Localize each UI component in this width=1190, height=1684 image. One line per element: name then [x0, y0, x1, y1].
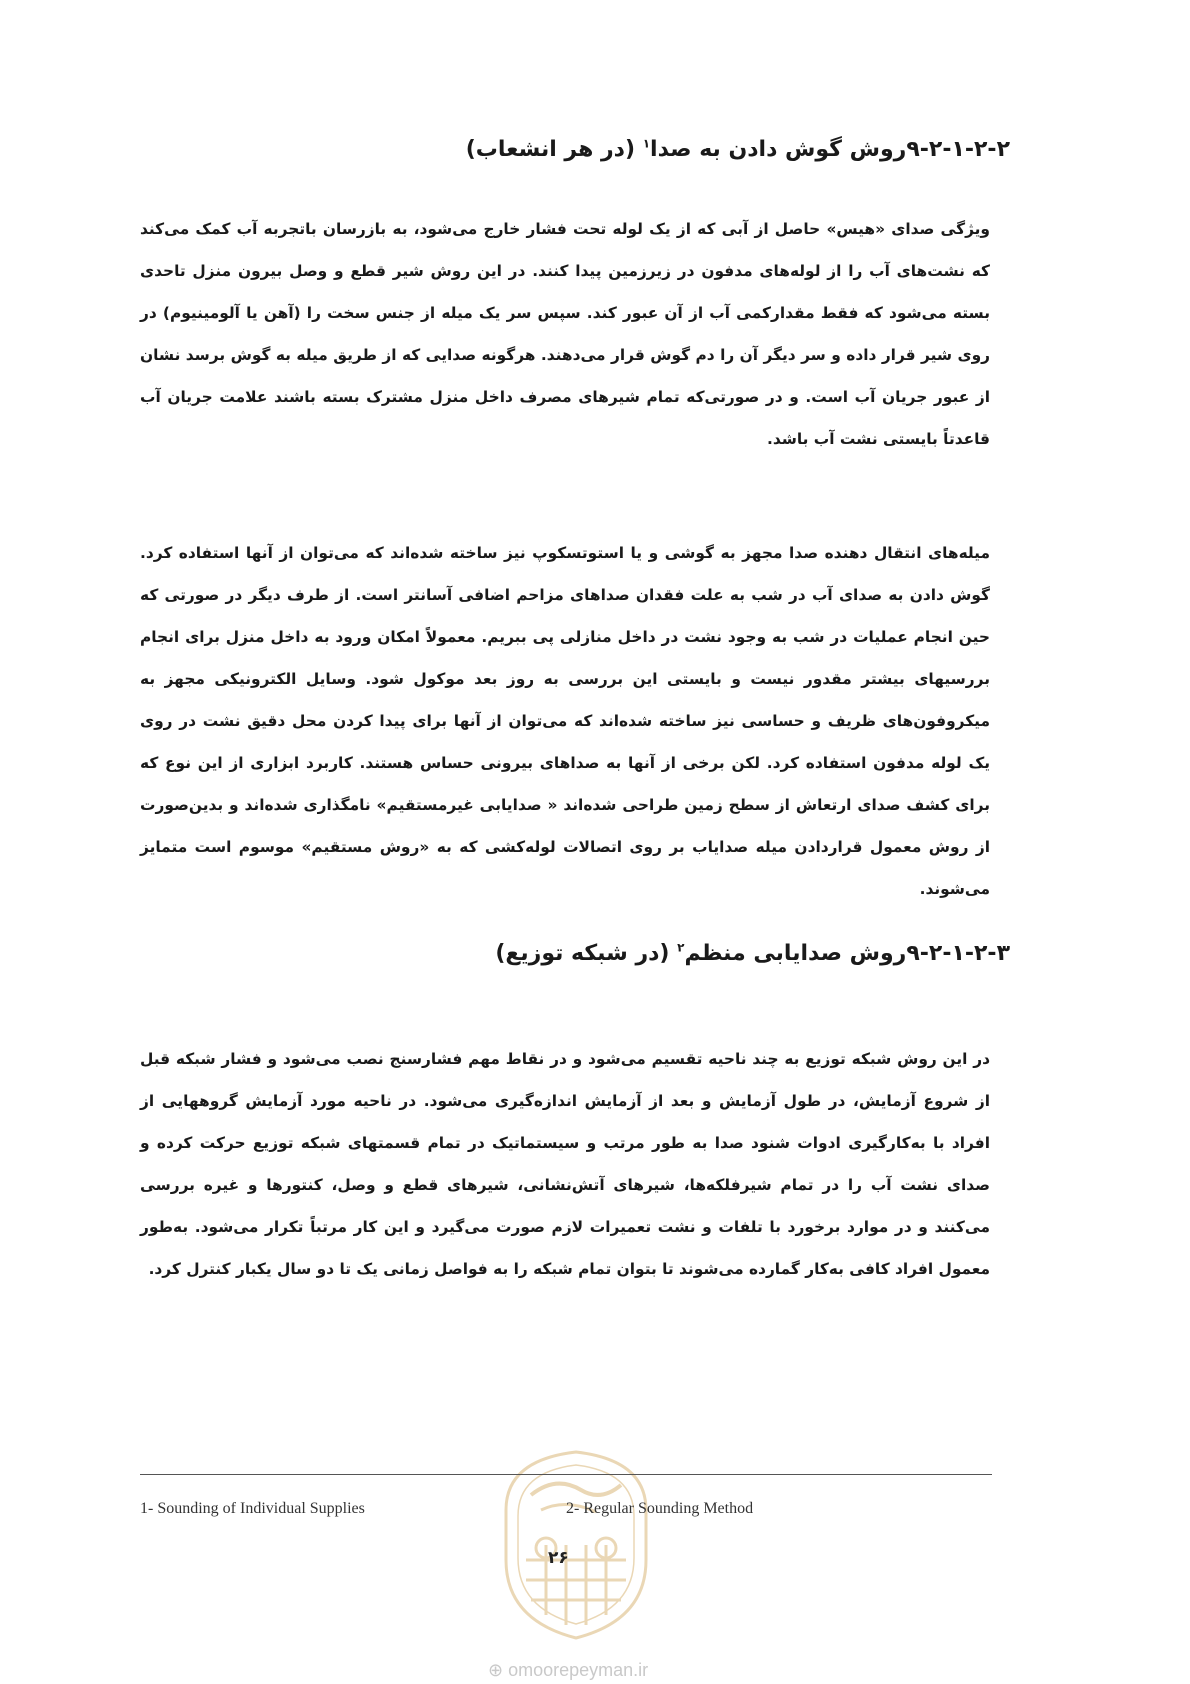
paragraph-1: ویژگی صدای «هیس» حاصل از آبی که از یک لوله تحت فشار خارج می‌شود، به بازرسان باتجربه آب کمک می‌کند که نشت‌های آب را از لوله‌های مدفون در زیرزمین پیدا کنند. در این روش شیر قطع و وصل بیرون منزل تاحدی بسته می‌شود که فقط مقدارکمی آب از آن عبور کند. سپس سر یک میله از جنس سخت را (آهن یا آلومینیوم) در روی شیر قرار داده و سر دیگر آن را دم گوش قرار می‌دهند. هرگونه صدایی که از طریق میله به گوش برسد نشان از عبور جریان آب است. و در صورتی‌که تمام شیرهای مصرف داخل منزل مشترک بسته باشند علامت جریان آب قاعدتاً بایستی نشت آب باشد.	[140, 220, 990, 448]
watermark-url-text: omoorepeyman.ir	[508, 1660, 649, 1680]
footnote-2: 2- Regular Sounding Method	[566, 1500, 754, 1517]
watermark-url	[488, 1660, 648, 1681]
footnote-marker-1: ۱	[642, 136, 651, 151]
section-heading-1	[180, 136, 1010, 165]
section-heading-2-title: ۹-۲-۱-۲-۳روش صدایابی منظم	[684, 941, 1010, 966]
paragraph-2: میله‌های انتقال دهنده صدا مجهز به گوشی و یا استوتسکوپ نیز ساخته شده‌اند که می‌توان از آنها استفاده کرد. گوش دادن به صدای آب در شب به علت فقدان صداهای مزاحم اضافی آسانتر است. از طرف دیگر در صورتی که حین انجام عملیات در شب به وجود نشت در داخل منازلی پی ببریم. معمولاً امکان ورود به داخل منزل برای انجام بررسیهای بیشتر مقدور نیست و بایستی این بررسی به روز بعد موکول شود. وسایل الکترونیکی مجهز به میکروفون‌های ظریف و حساسی نیز ساخته شده‌اند که می‌توان از آنها برای پیدا کردن محل دقیق نشت در روی یک لوله مدفون استفاده کرد. لکن برخی از آنها به صداهای بیرونی حساس هستند. کاربرد ابزاری از این نوع که برای کشف صدای ارتعاش از سطح زمین طراحی شده‌اند « صدایابی غیرمستقیم» نامگذاری شده‌اند و بدین‌صورت از روش معمول قراردادن میله صدایاب بر روی اتصالات لوله‌کشی که به «روش مستقیم» موسوم است متمایز می‌شوند.	[140, 544, 990, 898]
section-heading-2	[180, 940, 1010, 969]
page-number: ۲۶	[548, 1548, 569, 1568]
section-heading-2-suffix: (در شبکه توزیع)	[495, 941, 670, 966]
watermark-globe-icon: ⊕	[488, 1660, 504, 1680]
section-heading-1-title: ۹-۲-۱-۲-۲روش گوش دادن به صدا	[650, 137, 1010, 162]
footnote-divider	[140, 1474, 992, 1475]
paragraph-3: در این روش شبکه توزیع به چند ناحیه تقسیم می‌شود و در نقاط مهم فشارسنج نصب می‌شود و فشار شبکه قبل از شروع آزمایش، در طول آزمایش و بعد از آزمایش اندازه‌گیری می‌شود. در ناحیه مورد آزمایش گروههایی از افراد با به‌کارگیری ادوات شنود صدا به طور مرتب و سیستماتیک در تمام قسمتهای شبکه توزیع حرکت کرده و صدای نشت آب را در تمام شیرفلکه‌ها، شیرهای آتش‌نشانی، شیرهای قطع و وصل، کنتورها و غیره بررسی می‌کنند و در موارد برخورد با تلفات و نشت تعمیرات لازم صورت می‌گیرد و این کار مرتباً تکرار می‌شود. به‌طور معمول افراد کافی به‌کار گمارده می‌شوند تا بتوان تمام شبکه را به فواصل زمانی یک تا دو سال یکبار کنترل کرد.	[140, 1050, 990, 1278]
footnote-1: 1- Sounding of Individual Supplies	[140, 1500, 365, 1517]
seal-logo-icon	[486, 1440, 666, 1645]
footnote-marker-2: ۲	[677, 940, 685, 955]
section-heading-1-suffix: (در هر انشعاب)	[465, 137, 636, 162]
